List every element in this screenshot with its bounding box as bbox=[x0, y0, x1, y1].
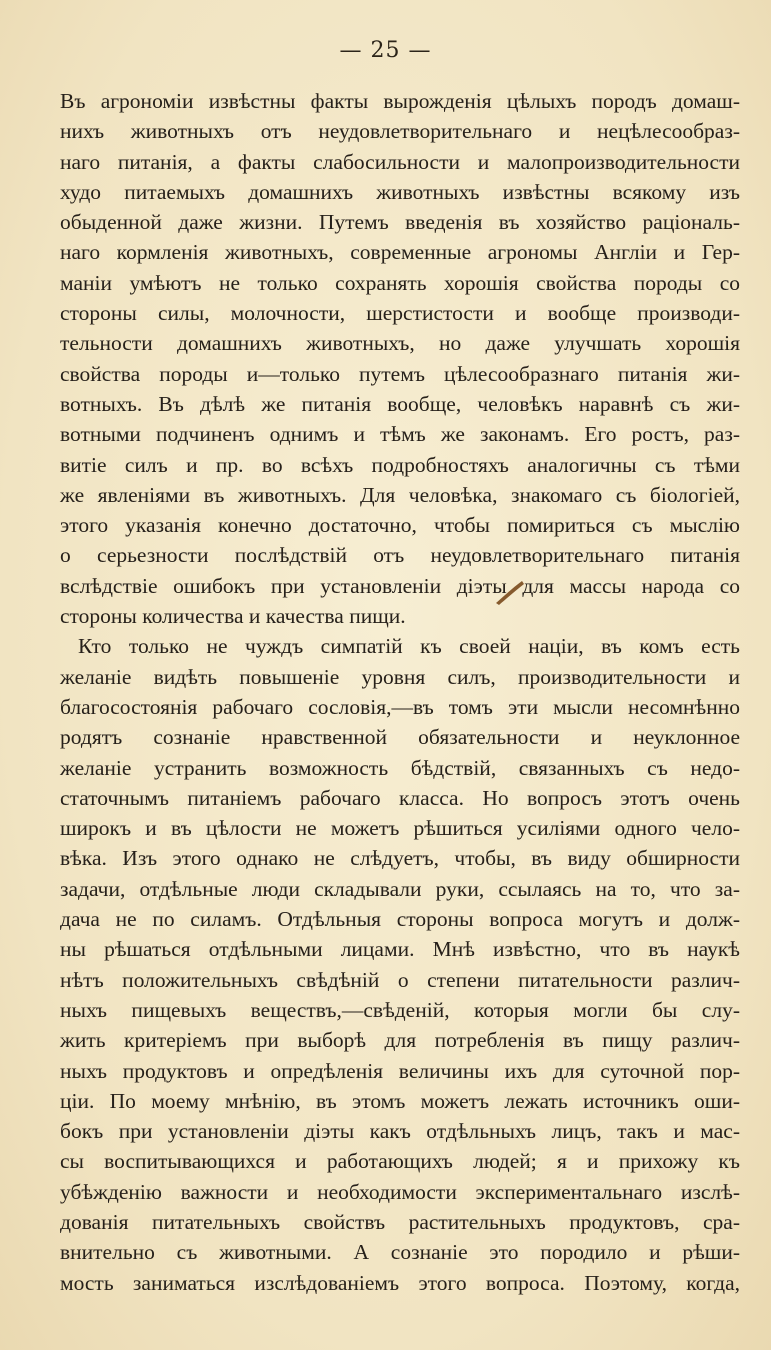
text-line: вслѣдствіе ошибокъ при установленіи діэты для массы народа со bbox=[60, 573, 740, 598]
text-line: Въ агрономіи извѣстны факты вырожденія цѣлыхъ породъ домаш- bbox=[60, 89, 740, 113]
text-line: этого указанія конечно достаточно, чтобы помириться съ мыслію bbox=[60, 513, 740, 538]
text-line: желаніе видѣть повышеніе уровня силъ, производительности и bbox=[60, 664, 740, 689]
text-line: тельности домашнихъ животныхъ, но даже улучшать хорошія bbox=[60, 331, 740, 356]
text-line: стороны количества и качества пищи. bbox=[60, 604, 406, 629]
paragraph-2 bbox=[60, 631, 740, 1298]
text-line: вотныхъ. Въ дѣлѣ же питанія вообще, человѣкъ наравнѣ съ жи- bbox=[60, 391, 740, 416]
text-line: задачи, отдѣльные люди складывали руки, ссылаясь на то, что за- bbox=[60, 876, 740, 901]
text-line: родятъ сознаніе нравственной обязательности и неуклонное bbox=[60, 725, 740, 750]
text-line: ныхъ пищевыхъ веществъ,—свѣденій, которыя могли бы слу- bbox=[60, 997, 740, 1022]
text-line: нѣтъ положительныхъ свѣдѣній о степени питательности различ- bbox=[60, 967, 740, 992]
text-line: Кто только не чуждъ симпатій къ своей націи, въ комъ есть bbox=[78, 634, 740, 659]
text-line: витіе силъ и пр. во всѣхъ подробностяхъ аналогичны съ тѣми bbox=[60, 452, 740, 477]
text-line: бокъ при установленіи діэты какъ отдѣльныхъ лицъ, такъ и мас- bbox=[60, 1119, 740, 1144]
text-line: же явленіями въ животныхъ. Для человѣка, знакомаго съ біологіей, bbox=[60, 482, 740, 507]
text-line: желаніе устранить возможность бѣдствій, связанныхъ съ недо- bbox=[60, 755, 740, 780]
text-line: маніи умѣютъ не только сохранять хорошія свойства породы со bbox=[60, 270, 740, 295]
body-text bbox=[60, 86, 740, 1298]
text-line: ны рѣшаться отдѣльными лицами. Мнѣ извѣстно, что въ наукѣ bbox=[60, 937, 740, 962]
text-line: внительно съ животными. А сознаніе это породило и рѣши- bbox=[60, 1240, 740, 1265]
text-line: дованія питательныхъ свойствъ растительныхъ продуктовъ, сра- bbox=[60, 1209, 740, 1234]
text-line: свойства породы и—только путемъ цѣлесообразнаго питанія жи- bbox=[60, 361, 740, 386]
text-line: наго питанія, а факты слабосильности и малопроизводительности bbox=[60, 149, 740, 174]
text-line: ціи. По моему мнѣнію, въ этомъ можетъ лежать источникъ оши- bbox=[60, 1088, 740, 1113]
paragraph-1 bbox=[60, 86, 740, 631]
text-line: наго кормленія животныхъ, современные агрономы Англіи и Гер- bbox=[60, 240, 740, 265]
text-line: ныхъ продуктовъ и опредѣленія величины ихъ для суточной пор- bbox=[60, 1058, 740, 1083]
text-line: вотными подчиненъ однимъ и тѣмъ же законамъ. Его ростъ, раз- bbox=[60, 422, 740, 447]
text-line: широкъ и въ цѣлости не можетъ рѣшиться усиліями одного чело- bbox=[60, 816, 740, 841]
text-line: о серьезности послѣдствій отъ неудовлетворительнаго питанія bbox=[60, 543, 740, 568]
page-number: — 25 — bbox=[339, 38, 432, 63]
text-line: убѣжденію важности и необходимости экспериментальнаго изслѣ- bbox=[60, 1179, 740, 1204]
text-line: нихъ животныхъ отъ неудовлетворительнаго и нецѣлесообраз- bbox=[60, 119, 740, 144]
text-line: благосостоянія рабочаго сословія,—въ томъ эти мысли несомнѣнно bbox=[60, 694, 740, 719]
text-line: вѣка. Изъ этого однако не слѣдуетъ, чтобы, въ виду обширности bbox=[60, 846, 740, 871]
text-line: стороны силы, молочности, шерстистости и вообще производи- bbox=[60, 301, 740, 326]
text-line: худо питаемыхъ домашнихъ животныхъ извѣстны всякому изъ bbox=[60, 179, 740, 204]
text-line: статочнымъ питаніемъ рабочаго класса. Но вопросъ этотъ очень bbox=[60, 785, 740, 810]
text-line: мость заниматься изслѣдованіемъ этого вопроса. Поэтому, когда, bbox=[60, 1270, 740, 1295]
text-line: обыденной даже жизни. Путемъ введенія въ хозяйство раціональ- bbox=[60, 210, 740, 235]
ink-stroke-mark bbox=[492, 578, 526, 606]
text-line: жить критеріемъ при выборѣ для потребленія въ пищу различ- bbox=[60, 1028, 740, 1053]
text-line: сы воспитывающихся и работающихъ людей; я и прихожу къ bbox=[60, 1149, 740, 1174]
text-line: дача не по силамъ. Отдѣльныя стороны вопроса могутъ и долж- bbox=[60, 907, 740, 932]
